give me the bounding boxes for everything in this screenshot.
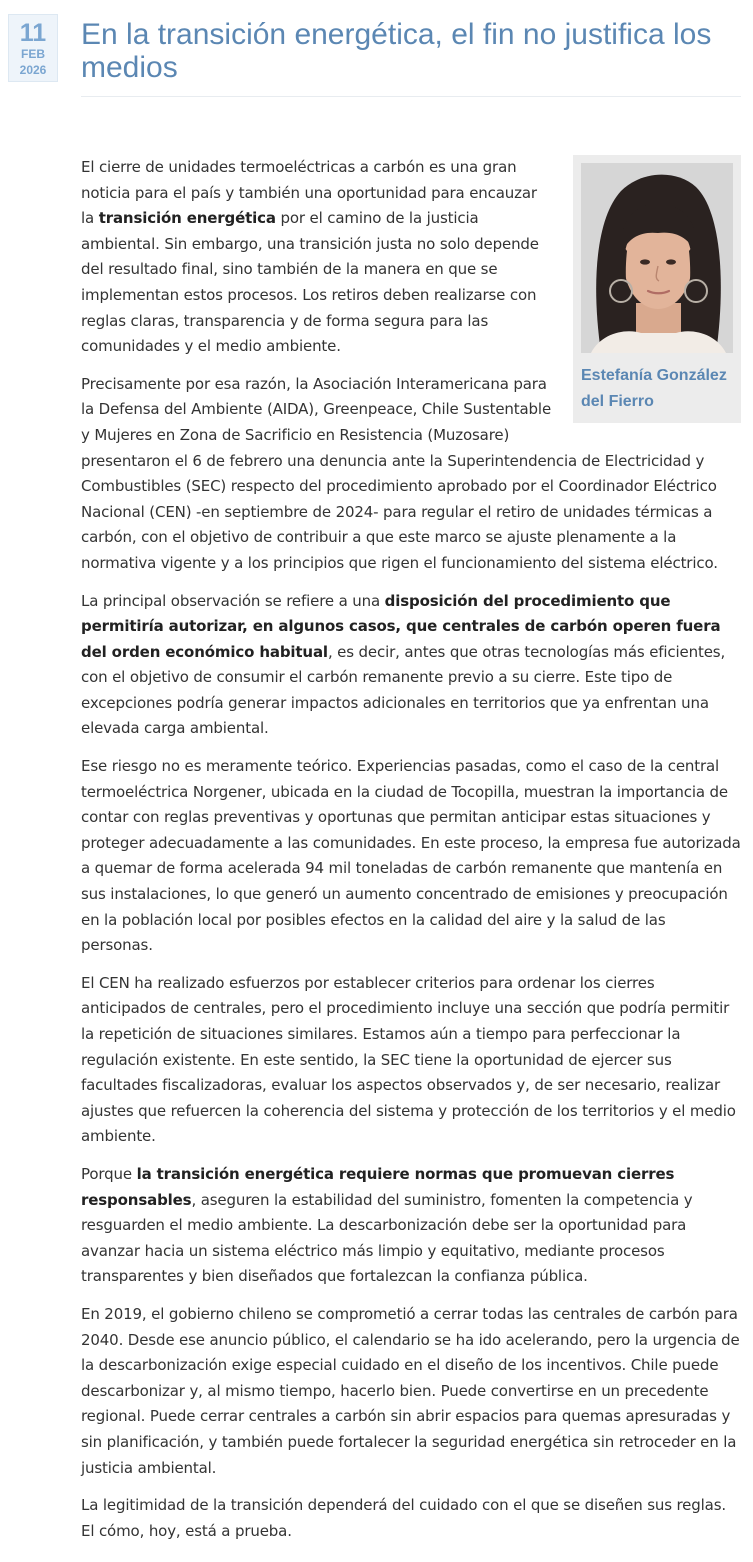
paragraph-bold-text: disposición del procedimiento que permitiría autorizar, en algunos casos, que centrales de carbón operen fuera del orden económico habitual xyxy=(81,591,721,661)
date-year: 2026 xyxy=(19,63,47,77)
paragraph-text: , es decir, antes que otras tecnologías más eficientes, con el objetivo de consumir el carbón remanente previo a su cierre. Este tipo de excepciones podría generar impactos adicionales en territorios que ya enfrentan una elevada carga ambiental. xyxy=(81,642,726,738)
author-portrait-image xyxy=(581,163,733,353)
paragraph-text: Porque xyxy=(81,1164,137,1183)
title-divider xyxy=(81,96,741,97)
article-paragraph xyxy=(81,754,741,959)
article-paragraph xyxy=(81,1493,741,1544)
paragraph-text: En 2019, el gobierno chileno se comprometió a cerrar todas las centrales de carbón para 2040. Desde ese anuncio público, el calendario se ha ido acelerando, pero la urgencia de la descarbonización exige especial cuidado en el diseño de los incentivos. Chile puede descarbonizar y, al mismo tiempo, hacerlo bien. Puede convertirse en un precedente regional. Puede cerrar centrales a carbón sin abrir espacios para quemas apresuradas y sin planificación, y también puede fortalecer la seguridad energética sin retroceder en la justicia ambiental. xyxy=(81,1304,740,1477)
article-paragraph xyxy=(81,1162,741,1290)
article-title: En la transición energética, el fin no justifica los medios xyxy=(81,18,712,84)
article-body xyxy=(81,155,741,1556)
paragraph-text: Ese riesgo no es meramente teórico. Experiencias pasadas, como el caso de la central termoeléctrica Norgener, ubicada en la ciudad de Tocopilla, muestran la importancia de contar con reglas preventivas y oportunas que permitan anticipar estas situaciones y proteger adecuadamente a las comunidades. En este proceso, la empresa fue autorizada a quemar de forma acelerada 94 mil toneladas de carbón remanente que mantenía en sus instalaciones, lo que generó un aumento concentrado de emisiones y preocupación en la población local por posibles efectos en la calidad del aire y la salud de las personas. xyxy=(81,757,741,955)
paragraph-text: El CEN ha realizado esfuerzos por establecer criterios para ordenar los cierres anticipados de centrales, pero el procedimiento incluye una sección que podría permitir la repetición de situaciones similares. Estamos aún a tiempo para perfeccionar la regulación existente. En este sentido, la SEC tiene la oportunidad de ejercer sus facultades fiscalizadoras, evaluar los aspectos observados y, de ser necesario, realizar ajustes que refuercen la coherencia del sistema y protección de los territorios y el medio ambiente. xyxy=(81,973,736,1146)
author-card xyxy=(573,155,741,423)
paragraph-text: La principal observación se refiere a una xyxy=(81,591,385,610)
date-day: 11 xyxy=(19,19,47,47)
paragraph-text: , aseguren la estabilidad del suministro, fomenten la competencia y resguarden el medio ambiente. La descarbonización debe ser la oportunidad para avanzar hacia un sistema eléctrico más limpio y equitativo, mediante procesos transparentes y bien diseñados que fortalezcan la confianza pública. xyxy=(81,1190,693,1286)
author-name: Estefanía González del Fierro xyxy=(581,367,727,410)
paragraph-bold-text: la transición energética requiere normas que promuevan cierres responsables xyxy=(81,1164,675,1209)
author-portrait xyxy=(581,163,733,353)
article-paragraph xyxy=(81,1302,741,1481)
paragraph-text: Precisamente por esa razón, la Asociación Interamericana para la Defensa del Ambiente (AIDA), Greenpeace, Chile Sustentable y Mujeres en Zona de Sacrificio en Resistencia (Muzosare) presentaron el 6 de febrero una denuncia ante la Superintendencia de Electricidad y Combustibles (SEC) respecto del procedimiento aprobado por el Coordinador Eléctrico Nacional (CEN) -en septiembre de 2024- para regular el retiro de unidades térmicas a carbón, con el objetivo de contribuir a que este marco se ajuste plenamente a la normativa vigente y a los principios que rigen el funcionamiento del sistema eléctrico. xyxy=(81,374,718,572)
date-month: FEB xyxy=(21,47,45,61)
paragraph-text: El cierre de unidades termoeléctricas a carbón es una gran noticia para el país y también una oportunidad para encauzar la xyxy=(81,158,537,228)
article-paragraph xyxy=(81,971,741,1150)
paragraph-bold-text: transición energética xyxy=(98,209,276,228)
article-paragraph xyxy=(81,589,741,743)
date-badge xyxy=(8,14,58,82)
paragraph-text: La legitimidad de la transición dependerá del cuidado con el que se diseñen sus reglas. El cómo, hoy, está a prueba. xyxy=(81,1496,726,1540)
paragraph-text: por el camino de la justicia ambiental. Sin embargo, una transición justa no solo depende del resultado final, sino también de la manera en que se implementan estos procesos. Los retiros deben realizarse con reglas claras, transparencia y de forma segura para las comunidades y el medio ambiente. xyxy=(81,209,539,356)
